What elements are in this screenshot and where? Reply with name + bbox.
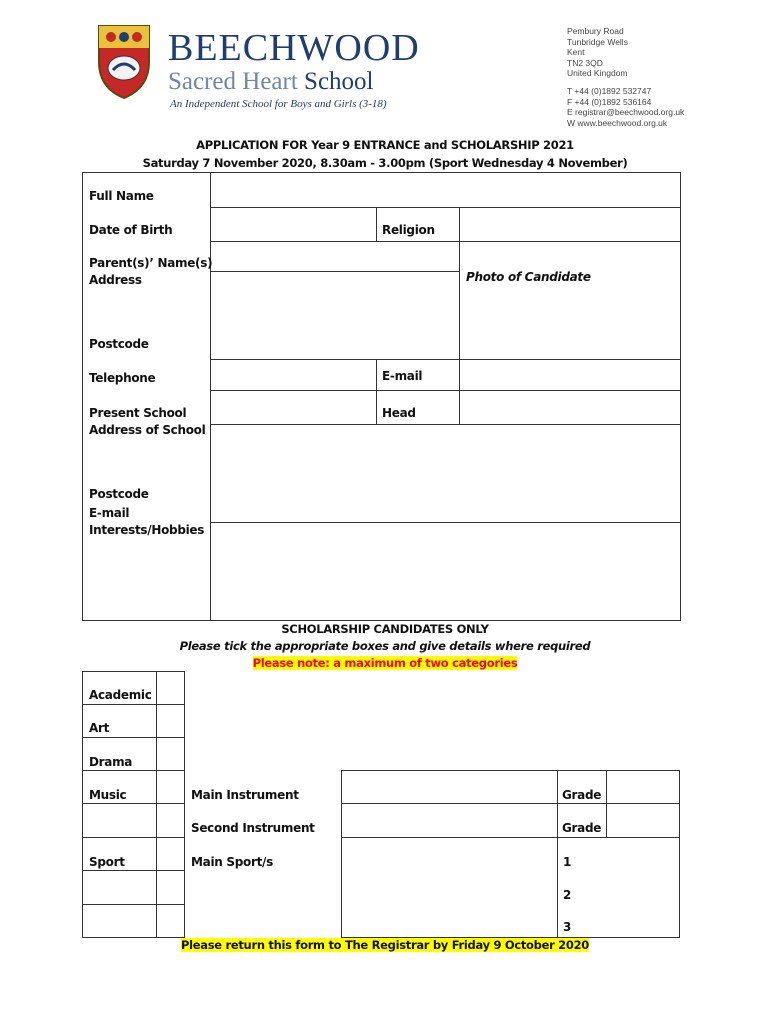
sport-number-label: 2	[563, 888, 572, 902]
details-divider	[557, 770, 558, 938]
school-postcode-label: Postcode	[89, 487, 149, 501]
main-instrument-label: Main Instrument	[191, 788, 299, 802]
main-instrument-field[interactable]	[343, 772, 555, 802]
school-contact	[567, 86, 684, 128]
photo-box[interactable]	[461, 243, 679, 357]
school-email-label: E-mail	[89, 506, 130, 520]
category-divider	[82, 870, 185, 871]
form-title: APPLICATION FOR Year 9 ENTRANCE and SCHOLARSHIP 2021	[196, 138, 574, 152]
school-subtitle	[168, 68, 374, 96]
date-of-birth-field[interactable]	[212, 209, 374, 239]
interests-label: Interests/Hobbies	[89, 523, 205, 537]
category-divider	[82, 837, 185, 838]
email-field[interactable]	[461, 361, 679, 388]
contact-line: F +44 (0)1892 536164	[567, 96, 652, 107]
form-divider	[210, 241, 681, 242]
form-divider	[459, 359, 460, 424]
main-instrument-grade-field[interactable]	[608, 772, 678, 802]
address-of-school-field[interactable]	[212, 426, 678, 520]
address-label: Address	[89, 273, 142, 287]
scholarship-instruction: Please tick the appropriate boxes and give details where required	[179, 639, 591, 653]
return-note: Please return this form to The Registrar by Friday 9 October 2020	[181, 938, 589, 952]
postcode-label: Postcode	[89, 337, 149, 351]
second-instrument-label: Second Instrument	[191, 821, 315, 835]
address-line: United Kingdom	[567, 68, 628, 78]
address-line: Kent	[567, 47, 585, 57]
category-art-label: Art	[89, 721, 110, 735]
drama-checkbox[interactable]	[158, 739, 184, 769]
form-divider	[210, 271, 459, 272]
contact-line: W www.beechwood.org.uk	[567, 117, 668, 128]
second-instrument-grade-field[interactable]	[608, 805, 678, 835]
category-music-label: Music	[89, 788, 127, 802]
school-name: BEECHWOOD	[168, 27, 420, 69]
head-field[interactable]	[461, 392, 679, 422]
sport-number-label: 3	[563, 920, 572, 934]
category-divider	[82, 803, 185, 804]
art-checkbox[interactable]	[158, 706, 184, 736]
parents-names-label: Parent(s)’ Name(s)	[89, 256, 213, 270]
form-divider	[210, 359, 681, 360]
head-label: Head	[382, 406, 416, 420]
category-divider	[82, 904, 185, 905]
interests-field[interactable]	[212, 524, 678, 619]
category-academic-label: Academic	[89, 688, 152, 702]
present-school-label: Present School	[89, 406, 187, 420]
form-divider	[459, 207, 460, 241]
telephone-label: Telephone	[89, 371, 156, 385]
scholarship-heading: SCHOLARSHIP CANDIDATES ONLY	[281, 622, 489, 636]
form-subtitle: Saturday 7 November 2020, 8.30am - 3.00pm (Sport Wednesday 4 November)	[142, 156, 628, 170]
email-label: E-mail	[382, 369, 423, 383]
contact-line: T +44 (0)1892 532747	[567, 86, 652, 96]
school-subtitle-part2: School	[304, 68, 374, 95]
second-instrument-field[interactable]	[343, 805, 555, 835]
full-name-label: Full Name	[89, 189, 154, 203]
religion-label: Religion	[382, 223, 435, 237]
contact-line: E registrar@beechwood.org.uk	[567, 107, 685, 117]
form-divider	[210, 522, 681, 523]
form-divider	[210, 424, 681, 425]
category-divider	[156, 671, 157, 938]
grade-label: Grade	[562, 788, 602, 802]
school-address	[567, 26, 628, 79]
photo-label: Photo of Candidate	[466, 270, 591, 284]
scholarship-note: Please note: a maximum of two categories	[252, 656, 518, 670]
main-sport-label: Main Sport/s	[191, 855, 273, 869]
form-divider	[210, 172, 211, 621]
form-divider	[459, 241, 460, 359]
address-field[interactable]	[212, 273, 457, 357]
full-name-field[interactable]	[212, 174, 678, 205]
category-sport-label: Sport	[89, 855, 125, 869]
religion-field[interactable]	[461, 209, 679, 239]
main-sport-field[interactable]	[343, 839, 555, 936]
details-divider	[341, 803, 680, 804]
form-divider	[210, 207, 681, 208]
music-checkbox[interactable]	[158, 772, 184, 802]
address-line: Pembury Road	[567, 26, 624, 36]
address-of-school-label: Address of School	[89, 423, 206, 437]
present-school-field[interactable]	[212, 392, 374, 422]
school-subtitle-part1: Sacred Heart	[168, 68, 298, 95]
category-divider	[82, 704, 185, 705]
form-divider	[376, 207, 377, 241]
details-divider	[341, 837, 680, 838]
form-divider	[210, 390, 681, 391]
date-of-birth-label: Date of Birth	[89, 223, 173, 237]
sport-number-label: 1	[563, 855, 572, 869]
school-tagline: An Independent School for Boys and Girls (3-18)	[170, 98, 387, 110]
sport-checkbox[interactable]	[158, 839, 184, 869]
form-divider	[376, 359, 377, 424]
category-drama-label: Drama	[89, 755, 133, 769]
grade-label: Grade	[562, 821, 602, 835]
address-line: TN2 3QD	[567, 57, 603, 68]
parents-names-field[interactable]	[212, 243, 457, 269]
category-divider	[82, 770, 185, 771]
telephone-field[interactable]	[212, 361, 374, 388]
academic-checkbox[interactable]	[158, 673, 184, 703]
address-line: Tunbridge Wells	[567, 36, 628, 47]
school-crest-logo	[95, 22, 153, 100]
category-divider	[82, 737, 185, 738]
